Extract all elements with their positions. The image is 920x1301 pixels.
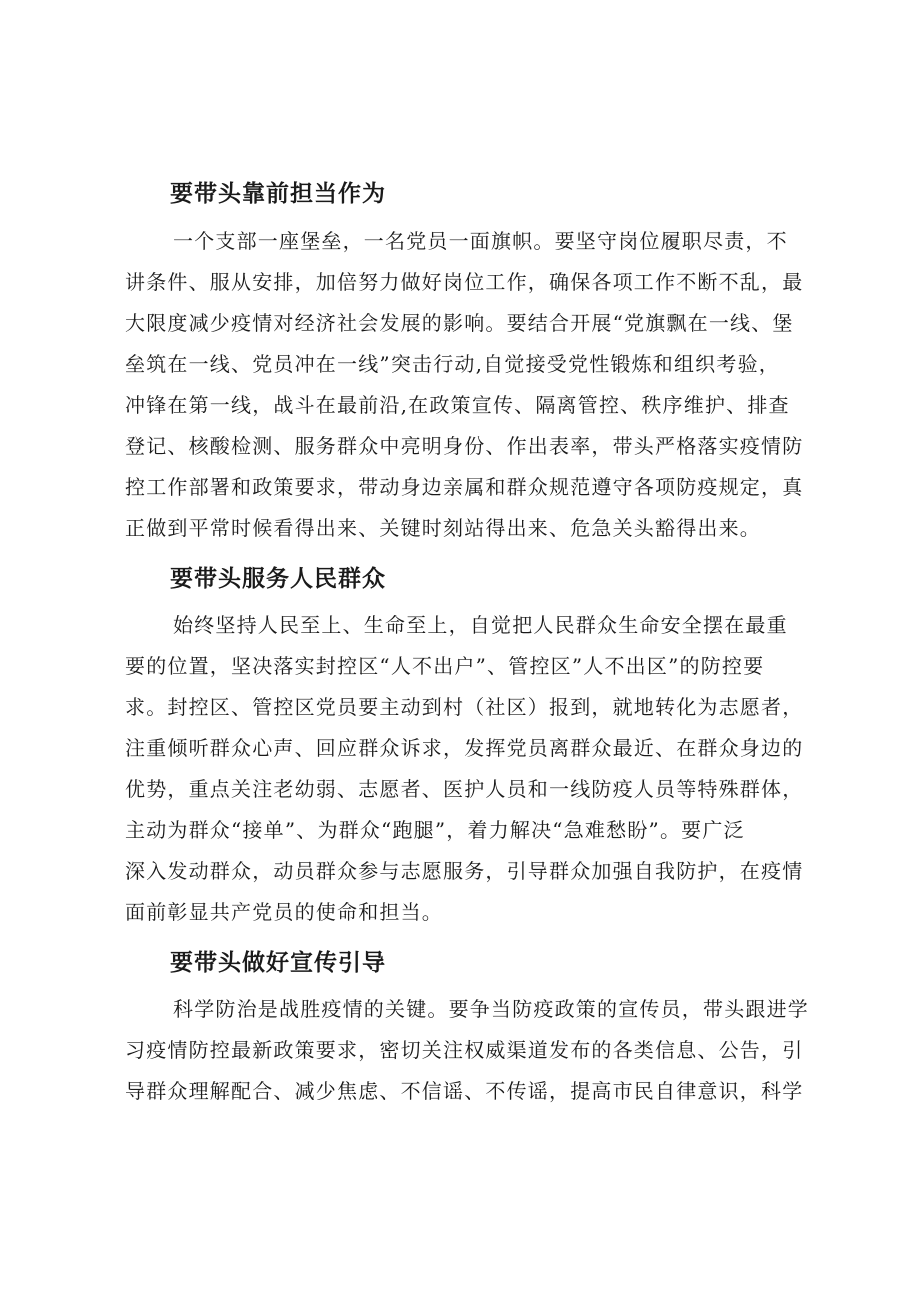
paragraph-line: 始终坚持人民至上、生命至上，自觉把人民群众生命安全摆在最重 bbox=[173, 613, 788, 637]
paragraph-line: 优势，重点关注老幼弱、志愿者、医护人员和一线防疫人员等特殊群体， bbox=[125, 777, 804, 801]
paragraph-line: 讲条件、服从安排，加倍努力做好岗位工作，确保各项工作不断不乱，最 bbox=[125, 270, 804, 294]
paragraph-line: 冲锋在第一线，战斗在最前沿,在政策宣传、隔离管控、秩序维护、排查 bbox=[125, 393, 790, 417]
paragraph-line: 正做到平常时候看得出来、关键时刻站得出来、危急关头豁得出来。 bbox=[125, 516, 761, 540]
paragraph-line: 主动为群众“接单”、为群众“跑腿”，着力解决“急难愁盼”。要广泛 bbox=[125, 818, 745, 842]
paragraph-line: 控工作部署和政策要求，带动身边亲属和群众规范遵守各项防疫规定，真 bbox=[125, 475, 804, 499]
paragraph-line: 习疫情防控最新政策要求，密切关注权威渠道发布的各类信息、公告，引 bbox=[125, 1038, 804, 1062]
paragraph-line: 登记、核酸检测、服务群众中亮明身份、作出表率，带头严格落实疫情防 bbox=[125, 434, 804, 458]
paragraph-line: 科学防治是战胜疫情的关键。要争当防疫政策的宣传员，带头跟进学 bbox=[173, 997, 809, 1021]
paragraph-line: 注重倾听群众心声、回应群众诉求，发挥党员离群众最近、在群众身边的 bbox=[125, 736, 804, 760]
paragraph-line: 面前彰显共产党员的使命和担当。 bbox=[125, 900, 443, 924]
paragraph-line: 一个支部一座堡垒，一名党员一面旗帜。要坚守岗位履职尽责，不 bbox=[173, 229, 788, 253]
paragraph-line: 导群众理解配合、减少焦虑、不信谣、不传谣，提高市民自律意识，科学 bbox=[125, 1079, 804, 1103]
section-heading: 要带头做好宣传引导 bbox=[170, 950, 386, 976]
paragraph-line: 深入发动群众，动员群众参与志愿服务，引导群众加强自我防护，在疫情 bbox=[125, 859, 804, 883]
paragraph-line: 垒筑在一线、党员冲在一线”突击行动,自觉接受党性锻炼和组织考验， bbox=[125, 352, 780, 376]
paragraph-line: 要的位置，坚决落实封控区“人不出户”、管控区”人不出区”的防控要 bbox=[125, 654, 765, 678]
paragraph-line: 求。封控区、管控区党员要主动到村（社区）报到，就地转化为志愿者， bbox=[125, 695, 804, 719]
section-heading: 要带头靠前担当作为 bbox=[170, 181, 386, 207]
paragraph-line: 大限度减少疫情对经济社会发展的影响。要结合开展“党旗飘在一线、堡 bbox=[125, 311, 794, 335]
section-heading: 要带头服务人民群众 bbox=[170, 566, 386, 592]
